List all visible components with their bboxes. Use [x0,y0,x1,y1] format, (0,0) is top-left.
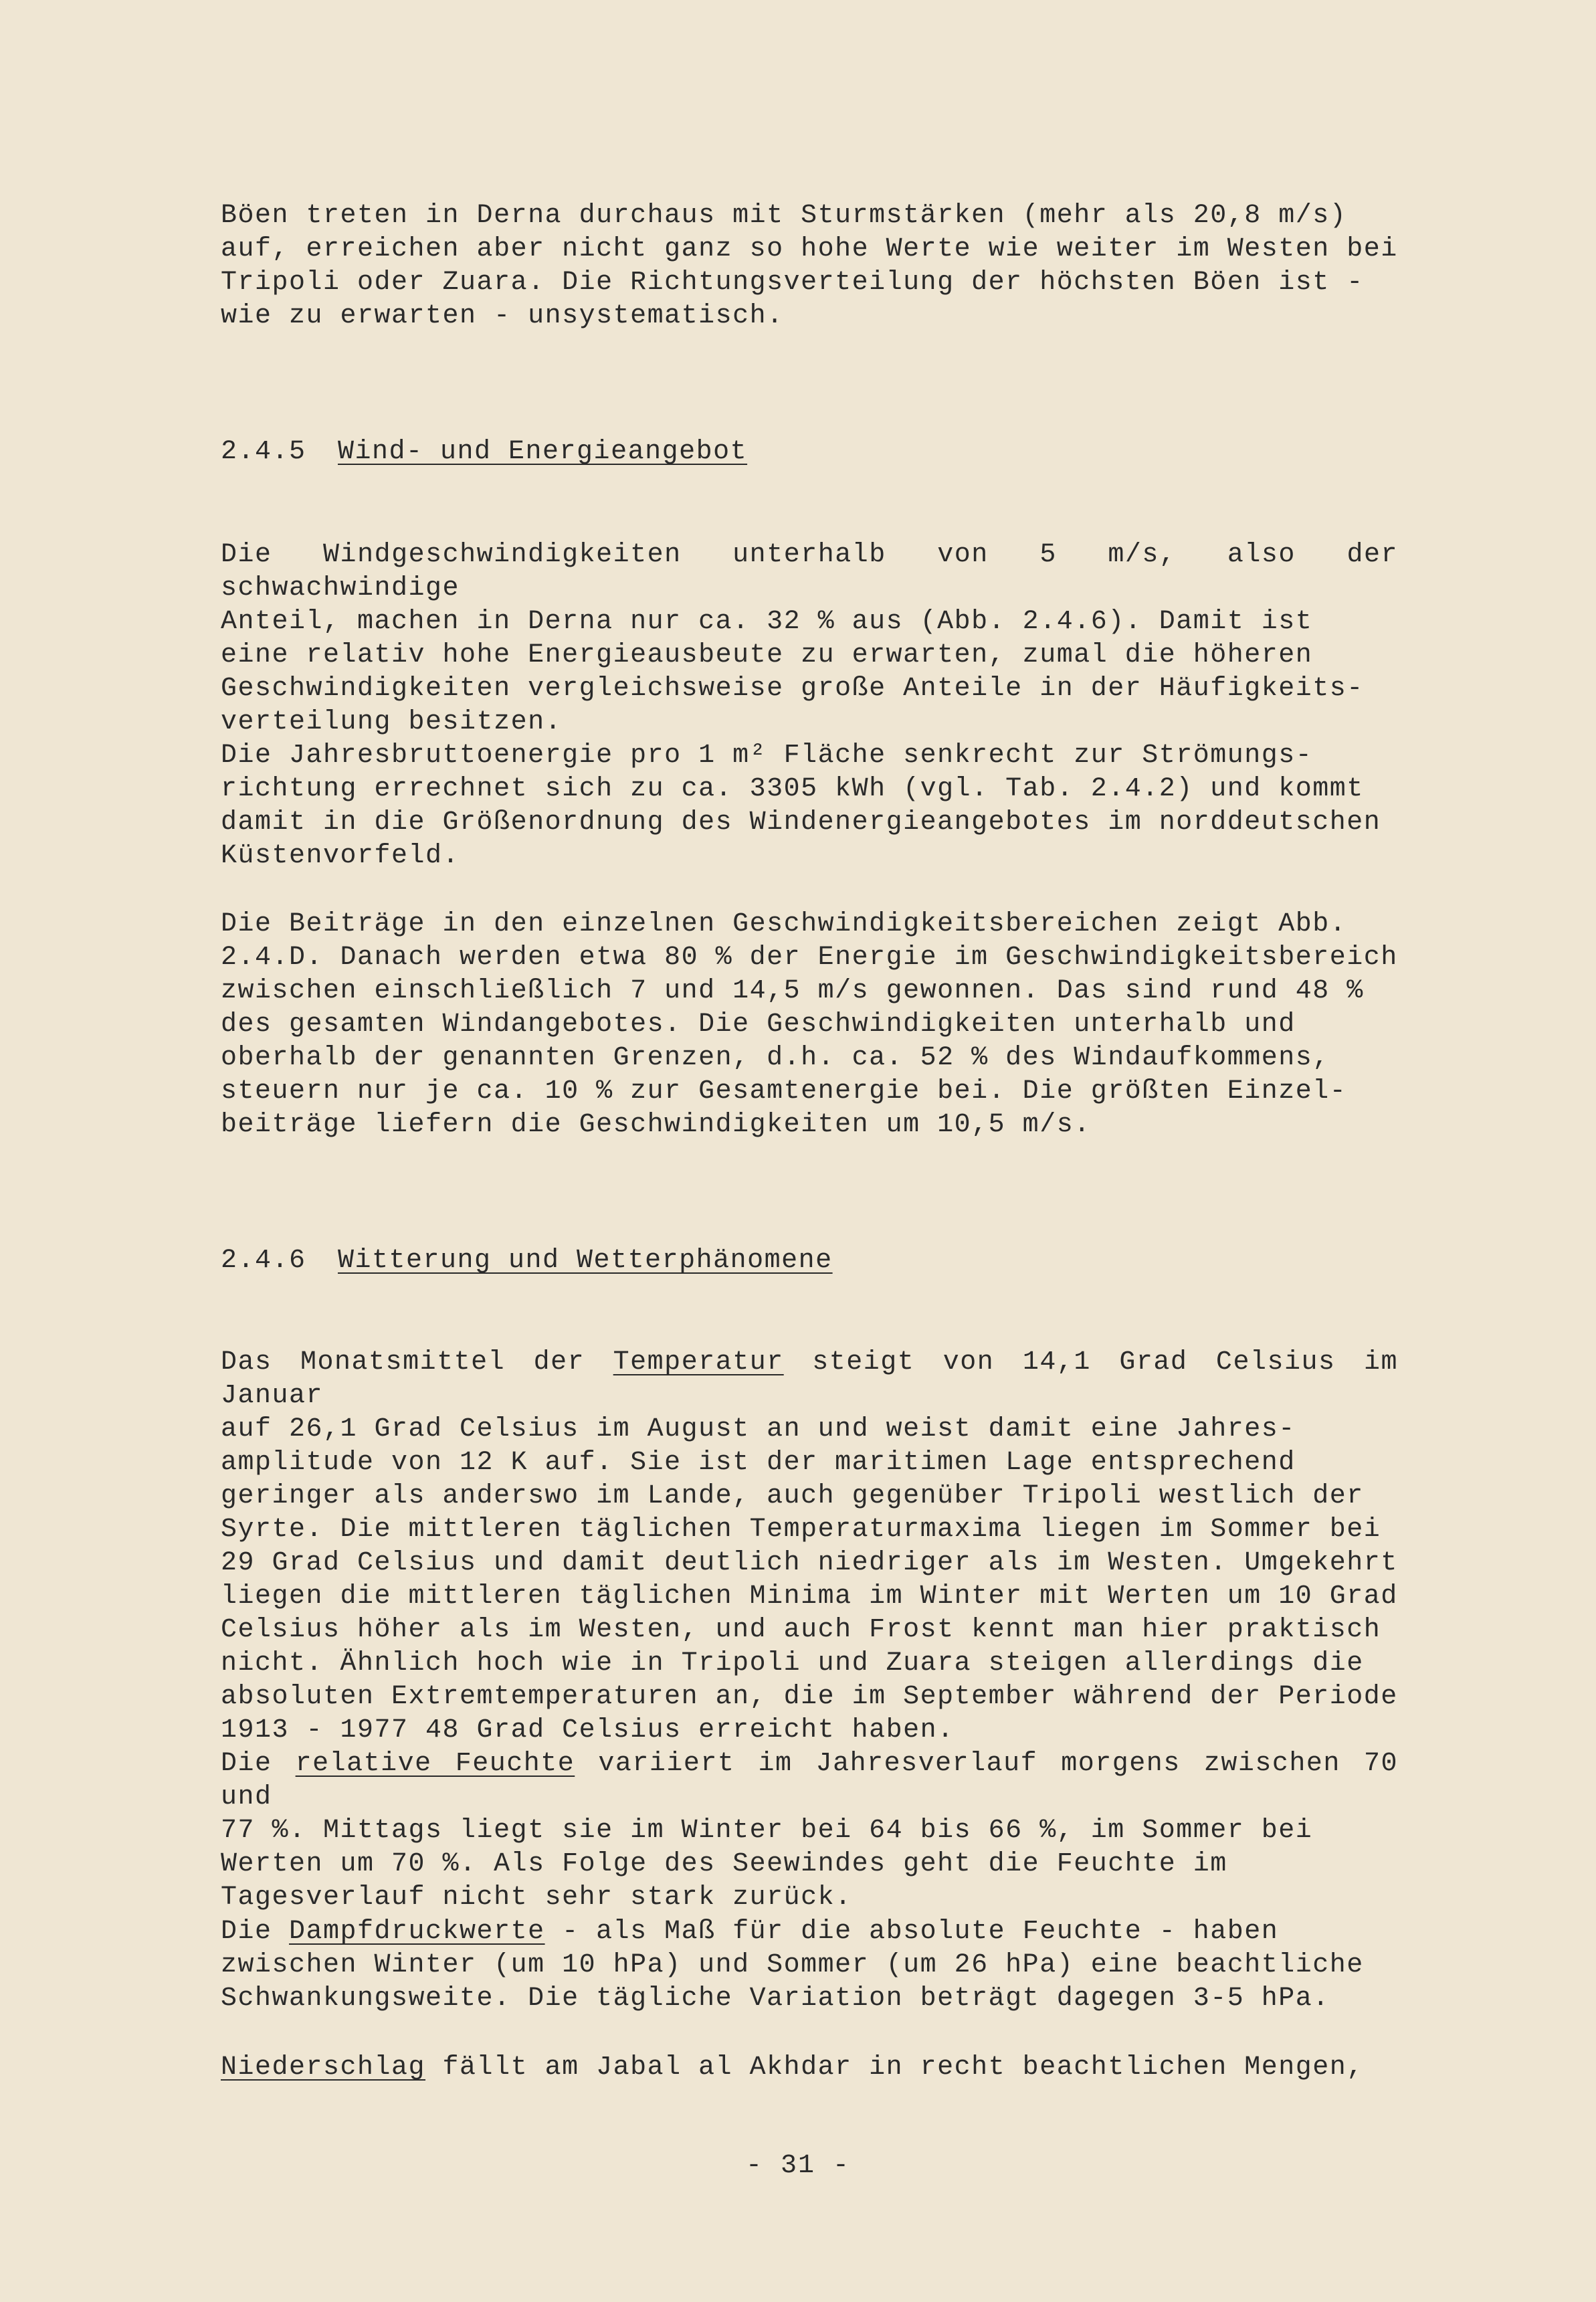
text-line: zwischen einschließlich 7 und 14,5 m/s gewonnen. Das sind rund 48 % [221,976,1364,1006]
text-rest: fällt am Jabal al Akhdar in recht beachtlichen Mengen, [425,2052,1364,2083]
text-line: beiträge liefern die Geschwindigkeiten um 10,5 m/s. [221,1110,1091,1140]
text-line: eine relativ hohe Energieausbeute zu erwarten, zumal die höheren [221,640,1313,670]
text-line: Küstenvorfeld. [221,841,460,871]
text-line: amplitude von 12 K auf. Sie ist der maritimen Lage entsprechend [221,1448,1296,1478]
section-title: Witterung und Wetterphänomene [338,1246,833,1276]
text-rest: steigt von 14,1 Grad Celsius im Januar [221,1347,1398,1411]
section-heading-2-4-5 [221,436,747,469]
paragraph-speed-ranges [221,908,1398,1142]
text-line: 1913 - 1977 48 Grad Celsius erreicht haben. [221,1715,955,1745]
text-line: des gesamten Windangebotes. Die Geschwindigkeiten unterhalb und [221,1010,1296,1040]
text-line: Anteil, machen in Derna nur ca. 32 % aus (Abb. 2.4.6). Damit ist [221,607,1313,637]
text-line [221,2051,1398,2085]
text-line: verteilung besitzen. [221,707,563,737]
text-lead: Das Monatsmittel der [221,1347,613,1377]
page-number: - 31 - [745,2151,851,2181]
paragraph-vapour-pressure [221,1915,1398,2016]
text-line: damit in die Größenordnung des Windenergieangebotes im norddeutschen [221,807,1381,838]
text-line [221,1346,1398,1413]
text-line: Böen treten in Derna durchaus mit Sturmstärken (mehr als 20,8 m/s) [221,201,1347,231]
keyword-relative-humidity: relative Feuchte [295,1749,575,1779]
text-line: Die Windgeschwindigkeiten unterhalb von 5 m/s, also der schwachwindige [221,540,1398,603]
text-line: geringer als anderswo im Lande, auch gegenüber Tripoli westlich der [221,1481,1364,1511]
text-line: 29 Grad Celsius und damit deutlich niedriger als im Westen. Umgekehrt [221,1548,1398,1578]
text-rest: variiert im Jahresverlauf morgens zwischen 70 und [221,1749,1398,1812]
text-line: oberhalb der genannten Grenzen, d.h. ca. 52 % des Windaufkommens, [221,1043,1330,1073]
text-lead: Die [221,1749,296,1779]
paragraph-boeen [221,199,1398,333]
section-title: Wind- und Energieangebot [338,437,748,467]
text-line: Celsius höher als im Westen, und auch Frost kennt man hier praktisch [221,1615,1381,1645]
text-line: zwischen Winter (um 10 hPa) und Sommer (um 26 hPa) eine beachtliche [221,1950,1364,1980]
paragraph-temperature [221,1346,1398,1747]
text-line: Geschwindigkeiten vergleichsweise große Anteile in der Häufigkeits- [221,674,1364,704]
text-line [221,1915,1398,1949]
text-line: wie zu erwarten - unsystematisch. [221,301,784,331]
keyword-vapour-pressure: Dampfdruckwerte [289,1917,545,1947]
text-lead: Die [221,1917,290,1947]
section-heading-2-4-6 [221,1244,833,1278]
text-line: Schwankungsweite. Die tägliche Variation beträgt dagegen 3-5 hPa. [221,1984,1330,2014]
text-line: steuern nur je ca. 10 % zur Gesamtenergie bei. Die größten Einzel- [221,1076,1347,1107]
paragraph-precipitation [221,2051,1398,2085]
text-line [221,1747,1398,1814]
text-line: Tagesverlauf nicht sehr stark zurück. [221,1883,852,1913]
text-line: Werten um 70 %. Als Folge des Seewindes geht die Feuchte im [221,1849,1227,1879]
paragraph-relative-humidity [221,1747,1398,1915]
text-line: liegen die mittleren täglichen Minima im Winter mit Werten um 10 Grad [221,1581,1398,1612]
text-line: Die Jahresbruttoenergie pro 1 m² Fläche senkrecht zur Strömungs- [221,741,1313,771]
section-number: 2.4.5 [221,437,306,467]
text-line: richtung errechnet sich zu ca. 3305 kWh (vgl. Tab. 2.4.2) und kommt [221,774,1364,804]
section-number: 2.4.6 [221,1246,306,1276]
text-line: Syrte. Die mittleren täglichen Temperaturmaxima liegen im Sommer bei [221,1515,1381,1545]
text-line: 2.4.D. Danach werden etwa 80 % der Energie im Geschwindigkeitsbereich [221,943,1398,973]
keyword-precipitation: Niederschlag [221,2052,426,2083]
keyword-temperature: Temperatur [613,1347,784,1377]
text-line: Die Beiträge in den einzelnen Geschwindigkeitsbereichen zeigt Abb. [221,909,1347,939]
text-line: auf, erreichen aber nicht ganz so hohe Werte wie weiter im Westen bei [221,234,1398,264]
text-line: absoluten Extremtemperaturen an, die im September während der Periode [221,1682,1398,1712]
text-line: nicht. Ähnlich hoch wie in Tripoli und Zuara steigen allerdings die [221,1648,1364,1678]
paragraph-wind-share [221,539,1398,739]
paragraph-annual-energy [221,739,1398,873]
text-line: auf 26,1 Grad Celsius im August an und weist damit eine Jahres- [221,1414,1296,1444]
text-rest: - als Maß für die absolute Feuchte - haben [544,1917,1279,1947]
text-line: Tripoli oder Zuara. Die Richtungsverteilung der höchsten Böen ist - [221,268,1364,298]
text-line: 77 %. Mittags liegt sie im Winter bei 64 bis 66 %, im Sommer bei [221,1816,1313,1846]
